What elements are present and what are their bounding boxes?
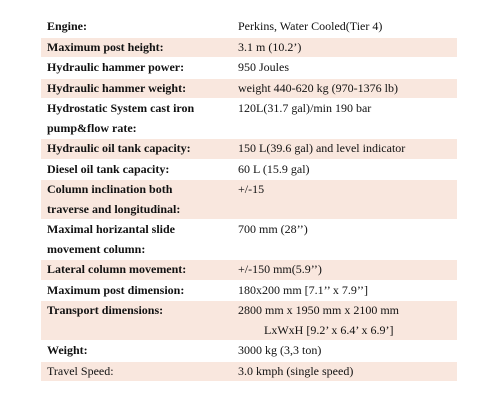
spec-label-horizontal-slide [41, 220, 230, 260]
spec-label-travel-speed: Travel Speed: [41, 361, 230, 382]
spec-label-column-inclination-line2: traverse and longitudinal: [47, 201, 181, 216]
table-row [41, 58, 457, 79]
spec-value-max-post-dimension: 180x200 mm [7.1’’ x 7.9’’] [230, 280, 457, 301]
spec-value-transport-dimensions [230, 301, 457, 341]
spec-value-max-post-height: 3.1 m (10.2’) [230, 37, 457, 58]
table-row [41, 341, 457, 362]
table-row [41, 99, 457, 139]
table-row [41, 301, 457, 341]
table-row [41, 361, 457, 382]
spec-label-weight: Weight: [41, 341, 230, 362]
spec-value-column-inclination: +/-15 [230, 180, 457, 220]
spec-label-horizontal-slide-line1: Maximal horizantal slide [47, 222, 175, 236]
table-row [41, 280, 457, 301]
spec-label-column-inclination [41, 180, 230, 220]
spec-value-weight: 3000 kg (3,3 ton) [230, 341, 457, 362]
table-row [41, 159, 457, 180]
table-row [41, 37, 457, 58]
spec-table [41, 17, 457, 382]
table-row [41, 220, 457, 260]
spec-label-transport-dimensions: Transport dimensions: [41, 301, 230, 341]
spec-value-diesel-tank: 60 L (15.9 gal) [230, 159, 457, 180]
spec-label-hammer-weight: Hydraulic hammer weight: [41, 78, 230, 99]
spec-label-hydrostatic-line1: Hydrostatic System cast iron [47, 101, 195, 115]
spec-value-lateral-movement: +/-150 mm(5.9’’) [230, 260, 457, 281]
spec-value-transport-line2: LxWxH [9.2’ x 6.4’ x 6.9’] [264, 322, 394, 337]
table-row [41, 139, 457, 160]
spec-value-oil-tank: 150 L(39.6 gal) and level indicator [230, 139, 457, 160]
spec-label-lateral-movement: Lateral column movement: [41, 260, 230, 281]
spec-value-hammer-weight: weight 440-620 kg (970-1376 lb) [230, 78, 457, 99]
spec-label-engine: Engine: [41, 17, 230, 37]
spec-label-hydrostatic-line2: pump&flow rate: [47, 120, 137, 135]
spec-label-hydrostatic-system [41, 99, 230, 139]
spec-label-hammer-power: Hydraulic hammer power: [41, 58, 230, 79]
spec-label-max-post-dimension: Maximum post dimension: [41, 280, 230, 301]
spec-label-oil-tank: Hydraulic oil tank capacity: [41, 139, 230, 160]
table-row [41, 78, 457, 99]
table-row [41, 180, 457, 220]
spec-label-horizontal-slide-line2: movement column: [47, 241, 146, 256]
spec-value-transport-line1: 2800 mm x 1950 mm x 2100 mm [238, 303, 400, 317]
spec-value-travel-speed: 3.0 kmph (single speed) [230, 361, 457, 382]
table-row [41, 260, 457, 281]
spec-label-column-inclination-line1: Column inclination both [47, 182, 173, 196]
spec-value-hammer-power: 950 Joules [230, 58, 457, 79]
spec-label-max-post-height: Maximum post height: [41, 37, 230, 58]
spec-value-horizontal-slide: 700 mm (28’’) [230, 220, 457, 260]
spec-value-hydrostatic-system: 120L(31.7 gal)/min 190 bar [230, 99, 457, 139]
spec-value-engine: Perkins, Water Cooled(Tier 4) [230, 17, 457, 37]
table-row [41, 17, 457, 37]
spec-label-diesel-tank: Diesel oil tank capacity: [41, 159, 230, 180]
